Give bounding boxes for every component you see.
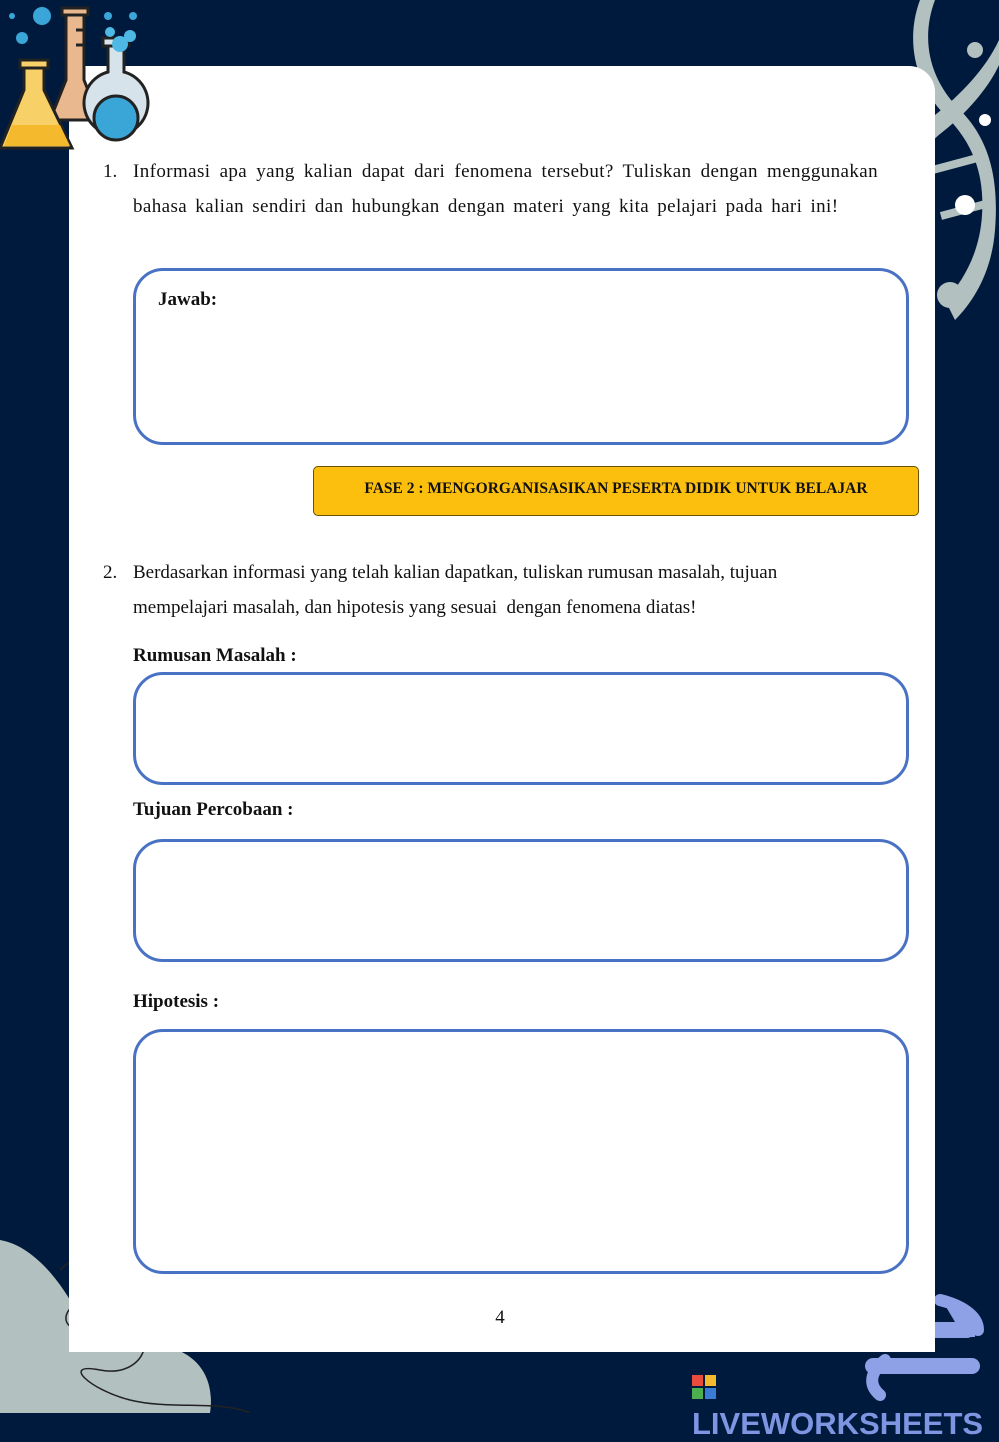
- question-number: 2.: [103, 562, 118, 583]
- page-number: 4: [495, 1307, 505, 1328]
- question-1: [103, 154, 878, 224]
- hipotesis-label: Hipotesis :: [133, 991, 220, 1012]
- question-number: 1.: [103, 161, 118, 182]
- question-text: [133, 555, 883, 625]
- tujuan-percobaan-box[interactable]: [133, 839, 909, 962]
- answer-box[interactable]: [133, 268, 909, 445]
- question-line: Berdasarkan informasi yang telah kalian dapatkan, tuliskan rumusan masalah, tujuan: [133, 562, 778, 583]
- answer-label: Jawab:: [158, 289, 218, 310]
- hipotesis-box[interactable]: [133, 1029, 909, 1274]
- tujuan-percobaan-label: Tujuan Percobaan :: [133, 799, 294, 820]
- lab-flasks-icon: [0, 0, 160, 160]
- watermark-text: LIVEWORKSHEETS: [692, 1406, 984, 1441]
- liveworksheets-logo-icon: [692, 1375, 716, 1399]
- question-line: mempelajari masalah, dan hipotesis yang sesuai dengan fenomena diatas!: [133, 597, 697, 618]
- rumusan-masalah-label: Rumusan Masalah :: [133, 645, 297, 666]
- phase-banner: FASE 2 : MENGORGANISASIKAN PESERTA DIDIK UNTUK BELAJAR: [313, 466, 919, 516]
- watermark: [692, 1370, 999, 1441]
- question-2: [103, 555, 883, 625]
- question-text: Informasi apa yang kalian dapat dari fenomena tersebut? Tuliskan dengan menggunakan bahasa kalian sendiri dan hubungkan dengan materi yang kita pelajari pada hari ini!: [133, 161, 878, 217]
- rumusan-masalah-box[interactable]: [133, 672, 909, 785]
